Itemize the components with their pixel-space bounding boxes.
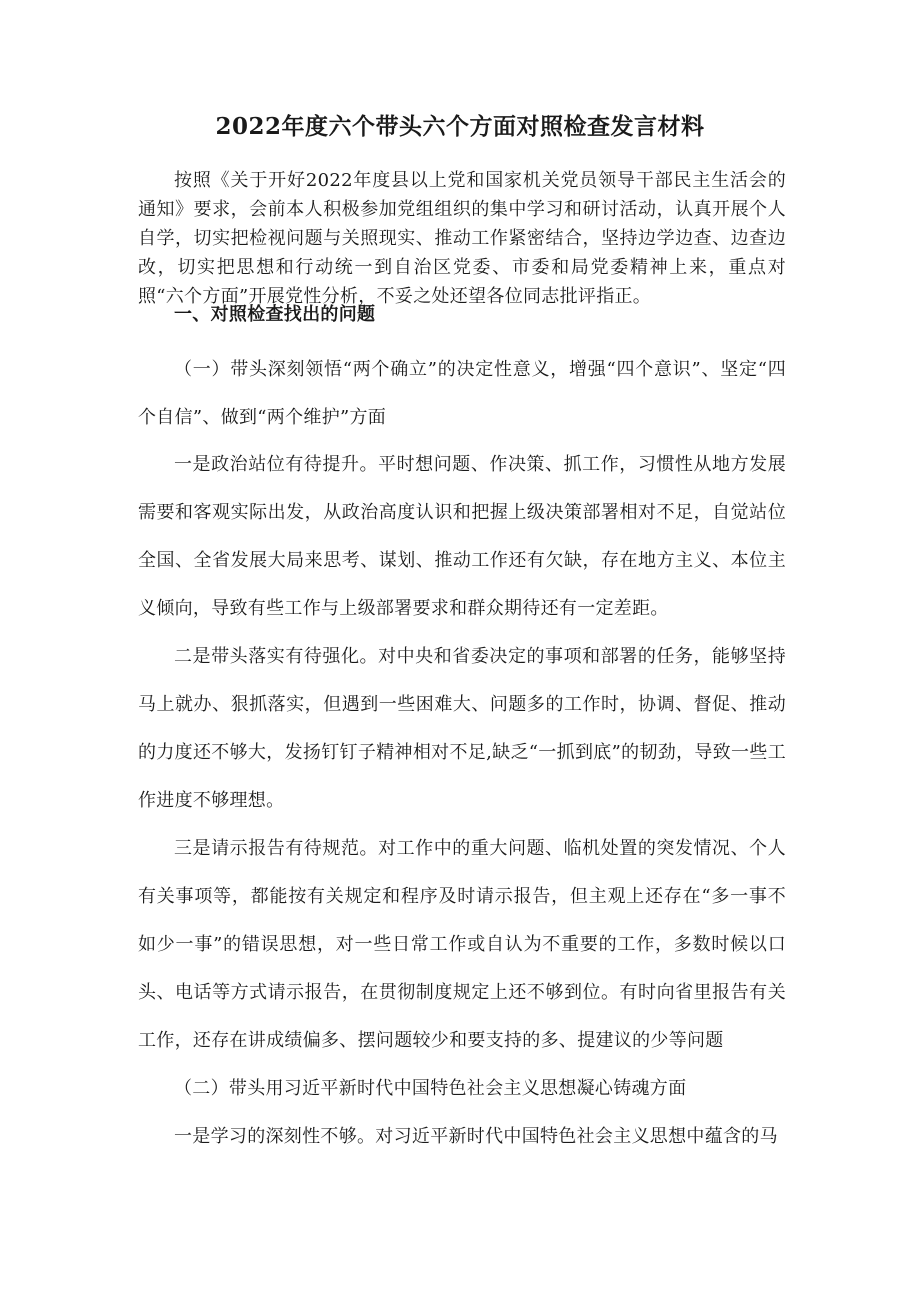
- subsection-heading: （一）带头深刻领悟“两个确立”的决定性意义，增强“四个意识”、坚定“四个自信”、做到“两个维护”方面: [138, 359, 786, 428]
- body-paragraph: 一是学习的深刻性不够。对习近平新时代中国特色社会主义思想中蕴含的马: [174, 1126, 778, 1147]
- section-heading: 一、对照检查找出的问题: [174, 304, 376, 325]
- subsection-heading: （二）带头用习近平新时代中国特色社会主义思想凝心铸魂方面: [174, 1078, 687, 1099]
- body-paragraph: 一是政治站位有待提升。平时想问题、作决策、抓工作，习惯性从地方发展需要和客观实际出发，从政治高度认识和把握上级决策部署相对不足，自觉站位全国、全省发展大局来思考、谋划、推动工作还有欠缺，存在地方主义、本位主义倾向，导致有些工作与上级部署要求和群众期待还有一定差距。: [138, 454, 786, 619]
- body-paragraph: 三是请示报告有待规范。对工作中的重大问题、临机处置的突发情况、个人有关事项等，都能按有关规定和程序及时请示报告，但主观上还存在“多一事不如少一事”的错误思想，对一些日常工作或自认为不重要的工作，多数时候以口头、电话等方式请示报告，在贯彻制度规定上还不够到位。有时向省里报告有关工作，还存在讲成绩偏多、摆问题较少和要支持的多、提建议的少等问题: [138, 838, 786, 1051]
- intro-paragraph: 按照《关于开好2022年度县以上党和国家机关党员领导干部民主生活会的通知》要求，会前本人积极参加党组组织的集中学习和研讨活动，认真开展个人自学，切实把检视问题与关照现实、推动工作紧密结合，坚持边学边查、边查边改，切实把思想和行动统一到自治区党委、市委和局党委精神上来，重点对照“六个方面”开展党性分析，不妥之处还望各位同志批评指正。: [138, 170, 786, 307]
- document-title: 2022年度六个带头六个方面对照检查发言材料: [215, 113, 705, 140]
- body-paragraph: 二是带头落实有待强化。对中央和省委决定的事项和部署的任务，能够坚持马上就办、狠抓落实，但遇到一些困难大、问题多的工作时，协调、督促、推动的力度还不够大，发扬钉钉子精神相对不足,缺乏“一抓到底”的韧劲，导致一些工作进度不够理想。: [138, 646, 786, 811]
